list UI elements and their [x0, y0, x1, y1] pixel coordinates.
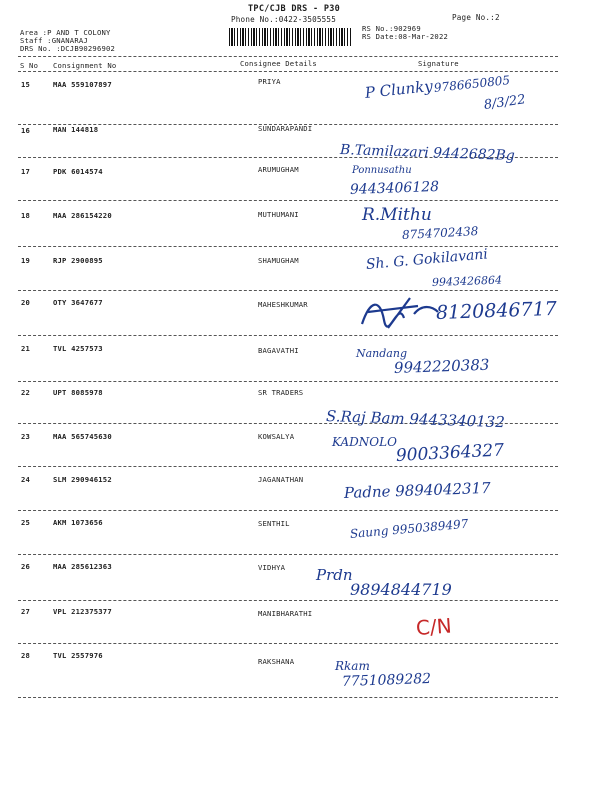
- row-consignment: TVL 2557976: [53, 651, 103, 660]
- row-consignee: SUNDARAPANDI: [258, 124, 313, 133]
- signature-scribble: [358, 292, 444, 332]
- row-consignment: MAA 286154220: [53, 211, 112, 220]
- phone-handwriting: 9003364327: [395, 440, 505, 466]
- row-consignment: OTY 3647677: [53, 298, 103, 307]
- row-sno: 25: [21, 518, 31, 527]
- signature-handwriting: P Clunky: [364, 76, 434, 102]
- signature-and-phone-handwriting: Saung 9950389497: [349, 516, 469, 541]
- row-divider: [18, 466, 558, 467]
- col-signature: Signature: [418, 59, 459, 68]
- col-sno: S No: [20, 61, 39, 70]
- row-consignee: RAKSHANA: [258, 657, 295, 666]
- phone-handwriting: 9943426864: [431, 273, 503, 289]
- row-consignment: MAA 565745630: [53, 432, 112, 441]
- row-sno: 21: [21, 344, 31, 353]
- row-sno: 28: [21, 651, 31, 660]
- row-sno: 15: [21, 80, 31, 89]
- row-divider: [18, 335, 558, 336]
- row-consignee: SR TRADERS: [258, 388, 304, 397]
- col-consignee: Consignee Details: [240, 59, 317, 68]
- row-consignee: MUTHUMANI: [258, 210, 299, 219]
- signature-handwriting: B.Tamilazari 9442682Bg: [339, 142, 516, 165]
- row-sno: 27: [21, 607, 31, 616]
- row-divider: [18, 290, 558, 291]
- header-divider-top: [18, 56, 558, 57]
- phone-handwriting: 7751089282: [341, 670, 432, 690]
- row-consignment: AKM 1073656: [53, 518, 103, 527]
- rs-number: RS No.:902969: [362, 24, 421, 33]
- row-divider: [18, 510, 558, 511]
- row-sno: 24: [21, 475, 31, 484]
- phone-handwriting: 8120846717: [435, 297, 558, 324]
- row-divider: [18, 200, 558, 201]
- phone-number: Phone No.:0422-3505555: [231, 15, 336, 24]
- staff-label: Staff :GNANARAJ: [20, 36, 88, 45]
- row-consignee: VIDHYA: [258, 563, 286, 572]
- row-divider: [18, 643, 558, 644]
- row-consignment: MAN 144818: [53, 125, 99, 134]
- row-sno: 19: [21, 256, 31, 265]
- document-title: TPC/CJB DRS - P30: [248, 4, 341, 14]
- row-consignment: RJP 2900895: [53, 256, 103, 265]
- row-consignee: MANIBHARATHI: [258, 609, 313, 618]
- row-consignee: MAHESHKUMAR: [258, 300, 308, 309]
- header-divider-bottom: [18, 71, 558, 72]
- barcode: [229, 28, 351, 46]
- row-sno: 17: [21, 167, 31, 176]
- signature-handwriting: R.Mithu: [362, 205, 432, 225]
- row-consignment: MAA 285612363: [53, 562, 112, 571]
- row-consignee: JAGANATHAN: [258, 475, 304, 484]
- signature-handwriting: S.Raj Bam 9443340132: [325, 407, 506, 432]
- row-consignment: TVL 4257573: [53, 344, 103, 353]
- row-consignment: MAA 559107897: [53, 80, 112, 89]
- signature-and-phone-handwriting: Padne 9894042317: [343, 478, 491, 502]
- col-consignment: Consignment No: [53, 61, 117, 70]
- row-consignee: KOWSALYA: [258, 432, 295, 441]
- row-sno: 16: [21, 126, 31, 135]
- row-sno: 26: [21, 562, 31, 571]
- phone-handwriting: 9894844719: [350, 580, 452, 599]
- row-consignment: SLM 290946152: [53, 475, 112, 484]
- phone-handwriting: 8754702438: [401, 224, 479, 242]
- row-divider: [18, 381, 558, 382]
- row-consignment: VPL 212375377: [53, 607, 112, 616]
- row-sno: 23: [21, 432, 31, 441]
- phone-handwriting: 9942220383: [393, 355, 490, 377]
- page-number: Page No.:2: [452, 13, 500, 22]
- row-consignee: ARUMUGHAM: [258, 165, 299, 174]
- row-divider: [18, 600, 558, 601]
- phone-handwriting: 9443406128: [349, 178, 440, 198]
- date-handwriting: 8/3/22: [482, 92, 527, 113]
- phone-handwriting: 9786650805: [433, 73, 511, 95]
- signature-handwriting: Sh. G. Gokilavani: [365, 246, 489, 273]
- drs-number: DRS No. :DCJB90296902: [20, 44, 116, 53]
- row-consignee: BAGAVATHI: [258, 346, 299, 355]
- row-sno: 22: [21, 388, 31, 397]
- signature-handwriting: Nandang: [356, 347, 407, 360]
- signature-handwriting: Ponnusathu: [352, 165, 412, 176]
- signature-handwriting: KADNOLO: [332, 435, 397, 449]
- rs-date: RS Date:08-Mar-2022: [362, 32, 449, 41]
- signature-handwriting: Rkam: [335, 659, 370, 673]
- signature-handwriting: Prdn: [316, 566, 353, 584]
- row-consignment: PDK 6014574: [53, 167, 103, 176]
- row-consignee: SHAMUGHAM: [258, 256, 299, 265]
- row-consignee: PRIYA: [258, 77, 281, 86]
- row-divider: [18, 697, 558, 698]
- row-sno: 18: [21, 211, 31, 220]
- row-sno: 20: [21, 298, 31, 307]
- row-consignment: UPT 8085978: [53, 388, 103, 397]
- row-divider: [18, 554, 558, 555]
- cn-mark-handwriting: C/N: [415, 613, 453, 640]
- area-label: Area :P AND T COLONY: [20, 28, 111, 37]
- row-consignee: SENTHIL: [258, 519, 290, 528]
